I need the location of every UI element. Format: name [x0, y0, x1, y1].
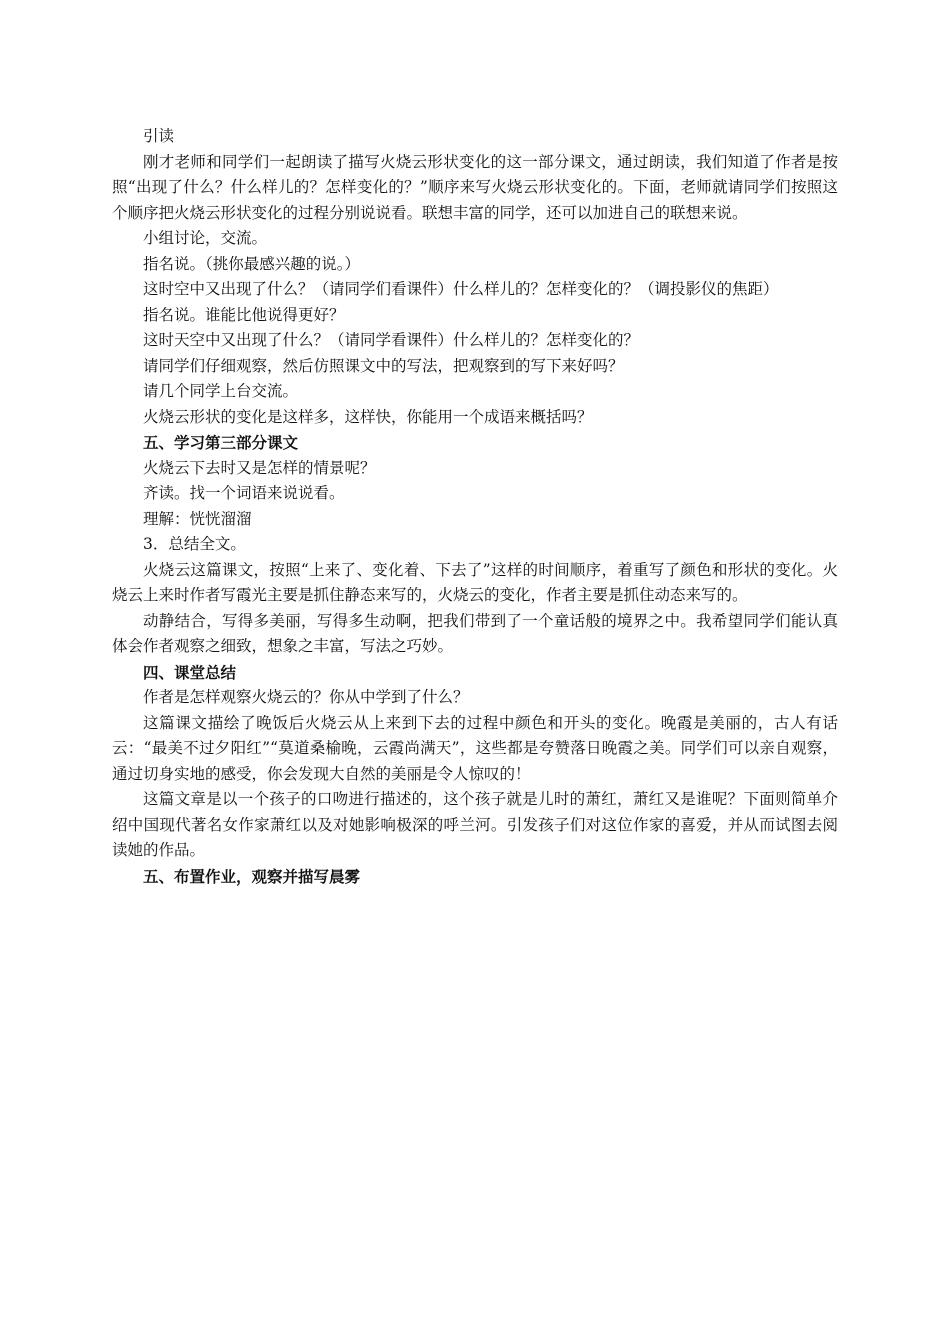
section-heading-homework: 五、布置作业，观察并描写晨雾	[143, 866, 361, 886]
paragraph-read-together: 齐读。找一个词语来说说看。	[143, 484, 345, 502]
paragraph-summary-content: 火烧云这篇课文，按照“上来了、变化着、下去了”这样的时间顺序，着重写了颜色和形状的变化。火烧云上来时作者写霞光主要是抓住静态来写的，火烧云的变化，作者主要是抓住动态来写的。	[112, 560, 838, 604]
paragraph-sunset-beauty: 这篇课文描绘了晚饭后火烧云从上来到下去的过程中颜色和开头的变化。晚霞是美丽的，古人有话云：“最美不过夕阳红”“莫道桑榆晚，云霞尚满天”，这些都是夸赞落日晚霞之美。同学们可以亲自观察，通过切身实地的感受，你会发现大自然的美丽是令人惊叹的！	[112, 713, 838, 783]
document-body	[112, 124, 838, 889]
paragraph-reading-summary: 刚才老师和同学们一起朗读了描写火烧云形状变化的这一部分课文，通过朗读，我们知道了作者是按照“出现了什么？什么样儿的？怎样变化的？”顺序来写火烧云形状变化的。下面，老师就请同学们按照这个顺序把火烧云形状变化的过程分别说说看。联想丰富的同学，还可以加进自己的联想来说。	[112, 152, 838, 222]
paragraph-question-courseware: 这时空中又出现了什么？（请同学们看课件）什么样儿的？怎样变化的？（调投影仪的焦距）	[143, 280, 779, 298]
paragraph-share: 请几个同学上台交流。	[143, 382, 299, 400]
paragraph-xiao-hong-intro: 这篇文章是以一个孩子的口吻进行描述的，这个孩子就是儿时的萧红，萧红又是谁呢？下面则简单介绍中国现代著名女作家萧红以及对她影响极深的呼兰河。引发孩子们对这位作家的喜爱，并从而试图去阅读她的作品。	[112, 790, 838, 859]
paragraph-intro-reading: 引读	[143, 127, 175, 145]
paragraph-call-on-student: 指名说。（挑你最感兴趣的说。）	[143, 254, 361, 273]
paragraph-author-observation: 作者是怎样观察火烧云的？你从中学到了什么？	[143, 688, 469, 706]
section-heading-class-summary: 四、课堂总结	[143, 662, 237, 682]
paragraph-group-discussion: 小组讨论，交流。	[143, 229, 268, 247]
paragraph-understanding: 理解：恍恍溜溜	[143, 509, 252, 528]
paragraph-motion-stillness: 动静结合，写得多美丽，写得多生动啊，把我们带到了一个童话般的境界之中。我希望同学们能认真体会作者观察之细致，想象之丰富，写法之巧妙。	[112, 611, 838, 655]
paragraph-question-sky: 这时天空中又出现了什么？（请同学看课件）什么样儿的？怎样变化的？	[143, 331, 640, 349]
paragraph-idiom-question: 火烧云形状的变化是这样多，这样快，你能用一个成语来概括吗？	[143, 407, 593, 426]
paragraph-fading-scene: 火烧云下去时又是怎样的情景呢？	[143, 458, 376, 477]
paragraph-who-better: 指名说。谁能比他说得更好？	[143, 305, 345, 324]
section-heading-part-three: 五、学习第三部分课文	[143, 433, 299, 452]
paragraph-observe-write: 请同学们仔细观察，然后仿照课文中的写法，把观察到的写下来好吗？	[143, 356, 624, 375]
paragraph-summary-step: 3．总结全文。	[143, 535, 246, 553]
